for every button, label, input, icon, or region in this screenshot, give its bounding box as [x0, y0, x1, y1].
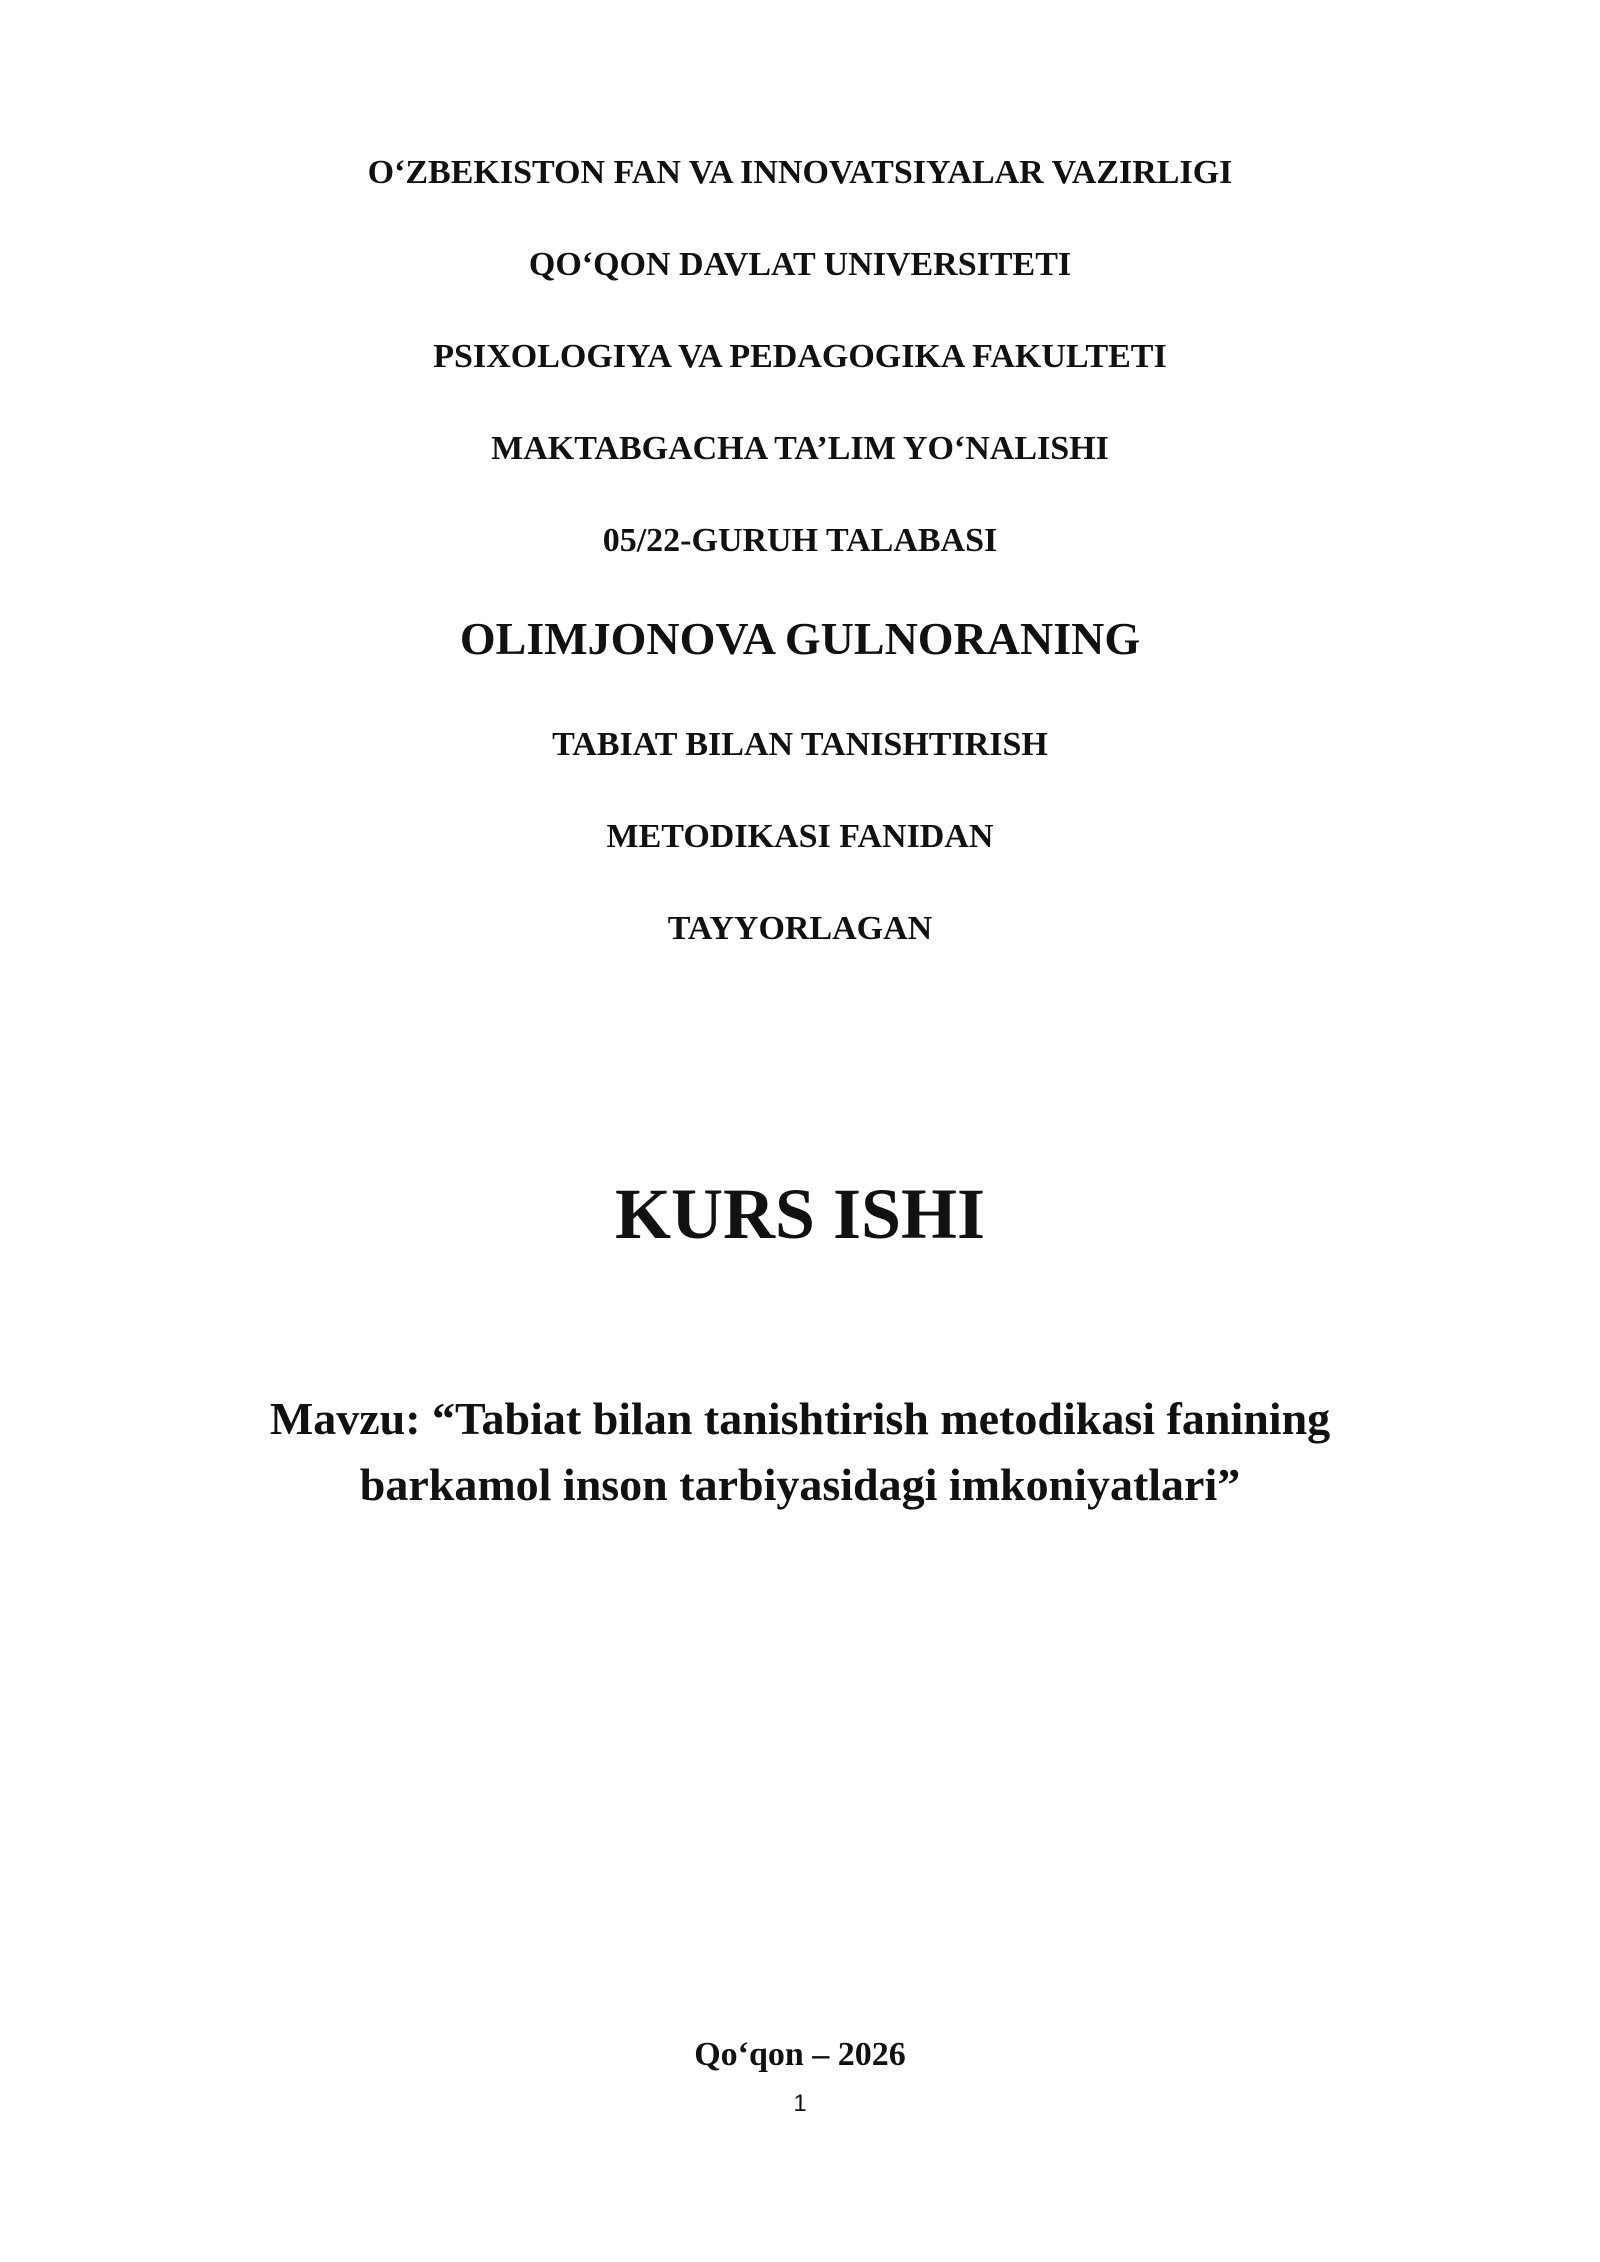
- ministry-heading: O‘ZBEKISTON FAN VA INNOVATSIYALAR VAZIRLIGI: [367, 154, 1233, 191]
- page-number: 1: [793, 2090, 807, 2117]
- topic-line-2: barkamol inson tarbiyasidagi imkoniyatlari”: [359, 1459, 1241, 1510]
- direction-heading: MAKTABGACHA TA’LIM YO‘NALISHI: [491, 430, 1109, 467]
- subject-line-3: TAYYORLAGAN: [667, 910, 933, 947]
- topic-line-1: Mavzu: “Tabiat bilan tanishtirish metodikasi fanining: [269, 1393, 1331, 1444]
- faculty-heading: PSIXOLOGIYA VA PEDAGOGIKA FAKULTETI: [433, 338, 1167, 375]
- document-type-title: KURS ISHI: [614, 1174, 986, 1254]
- student-name: OLIMJONOVA GULNORANING: [459, 613, 1141, 664]
- university-heading: QO‘QON DAVLAT UNIVERSITETI: [528, 246, 1072, 283]
- group-heading: 05/22-GURUH TALABASI: [602, 522, 998, 559]
- subject-line-1: TABIAT BILAN TANISHTIRISH: [552, 726, 1048, 763]
- place-year: Qo‘qon – 2026: [694, 2036, 906, 2073]
- subject-line-2: METODIKASI FANIDAN: [606, 818, 994, 855]
